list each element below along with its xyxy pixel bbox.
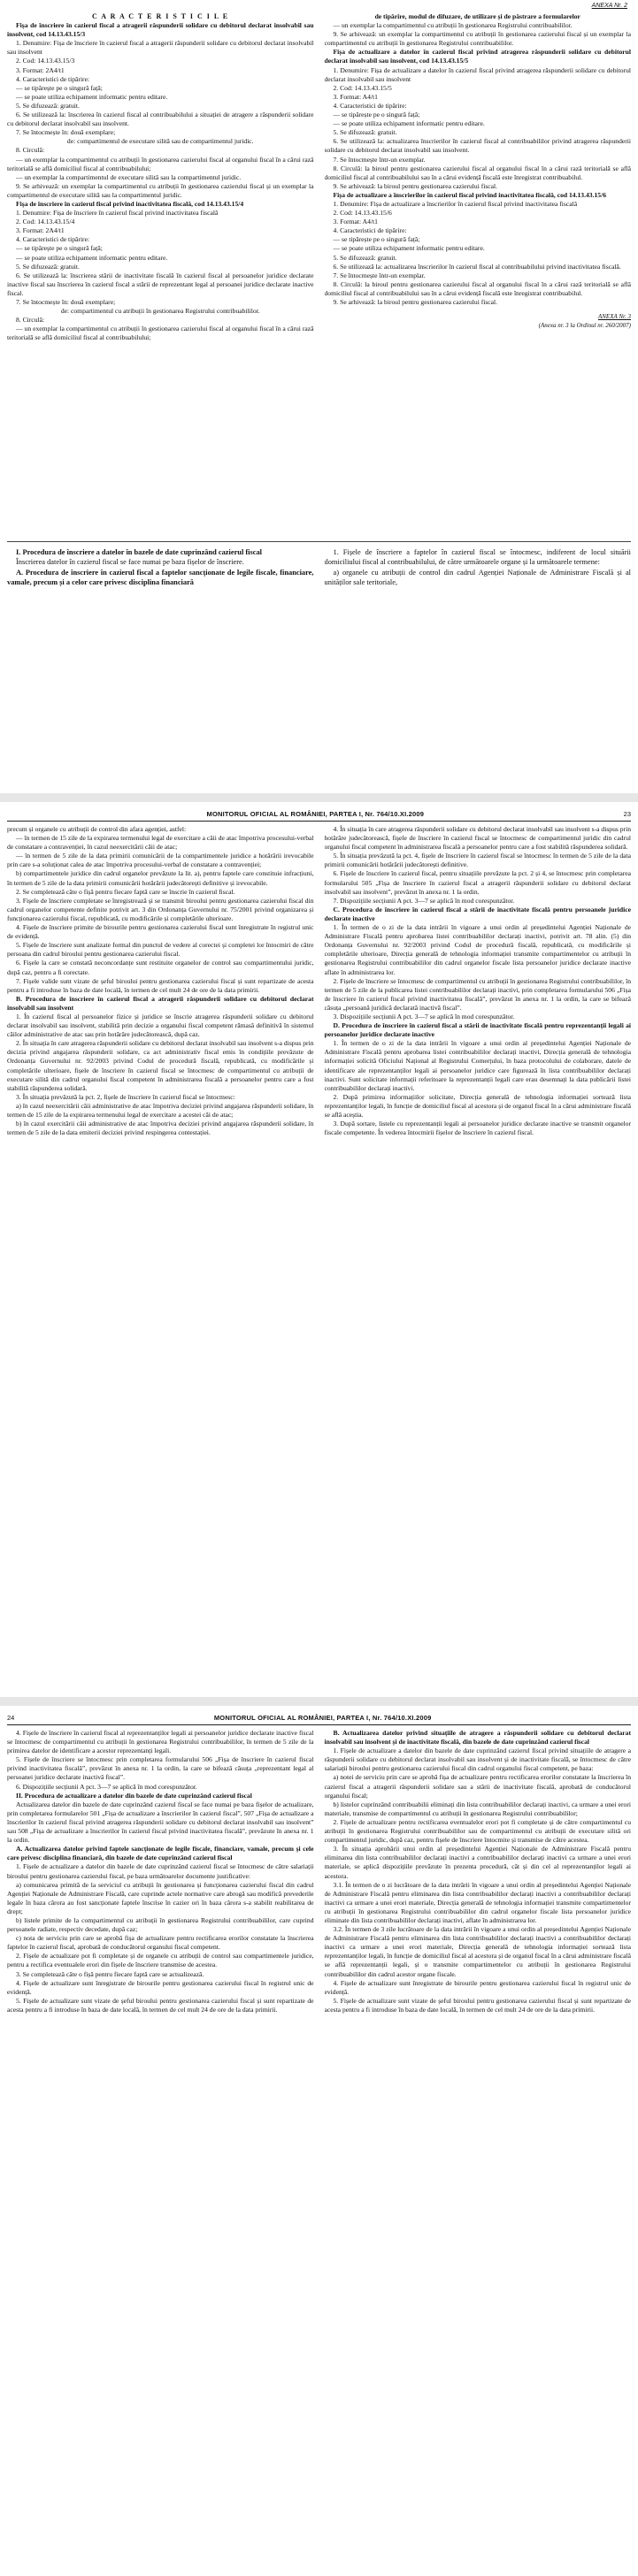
paragraph: 6. Fișele la care se constată neconcordanțe sunt restituite organelor de control sau compartimentului juridic, după caz, pentru a fi corectate. bbox=[7, 959, 314, 976]
page-23-right-column bbox=[325, 825, 632, 1692]
paragraph: 2. În situația în care atragerea răspunderii solidare cu debitorul declarat insolvabil sau insolvent s-a dispus prin decizia privind angajarea răspunderii solidare, ca act administrativ fiscal emis în condițiile prevăzute de Ordonanța Guvernului nr. 92/2003 privind Codul de procedură fiscală, republicată, cu modificările și completările ulterioare, fișele de înscriere în cazierul fiscal se întocmesc de compartimentul cu atribuții de executare silită din cadrul organului fiscal competent în administrarea fiscală a persoanelor pentru care a fost stabilită răspunderea solidară. bbox=[7, 1039, 314, 1092]
paragraph: 1. Denumire: Fișa de înscriere în cazierul fiscal a atragerii răspunderii solidare cu debitorul declarat insolvabil sau insolvent bbox=[7, 39, 314, 57]
annex-2-tag: ANEXA Nr. 2 bbox=[591, 3, 627, 9]
paragraph: 3. Format: A4/t1 bbox=[333, 218, 378, 226]
paragraph: Înscrierea datelor în cazierul fiscal se face numai pe baza fișelor de înscriere. bbox=[16, 558, 244, 567]
annex-3-right-column bbox=[325, 547, 632, 587]
annex-2-right-body bbox=[325, 21, 632, 307]
paragraph: — în termen de 15 zile de la expirarea termenului legal de exercitare a căii de atac împotriva procesului-verbal de constatare a contravenției, în cazul neexercitării căii de atac; bbox=[7, 834, 314, 852]
paragraph: 1. Denumire: Fișa de actualizare a datelor în cazierul fiscal privind atragerea răspunderii solidare cu debitorul declarat insolvabil sau insolvent bbox=[324, 65, 631, 83]
paragraph: 2. Cod: 14.13.43.15/3 bbox=[16, 57, 75, 65]
paragraph: 7. Se întocmește într-un exemplar. bbox=[333, 155, 426, 164]
page-header bbox=[7, 1711, 631, 1724]
section-heading: Fișa de actualizare a datelor în cazierul fiscal privind atragerea răspunderii solidare cu debitorul declarat insolvabil sau insolvent, cod 14.13.43.15/5 bbox=[324, 48, 631, 65]
paragraph: 6. Se utilizează la: înscrierea în cazierul fiscal al contribuabilului a situației de atragere a răspunderii solidare cu debitorul declarat insolvabil sau insolvent. bbox=[7, 111, 314, 128]
paragraph: — în termen de 5 zile de la data primirii comunicării de la compartimentele juridice a hotărârii irevocabile prin care s-a soluționat calea de atac împotriva procesului-verbal de constatare a contravenției; bbox=[7, 852, 314, 869]
paragraph: 9. Se arhivează: un exemplar la compartimentul cu atribuții în gestionarea cazierului fiscal și un exemplar la compartimentul de executare silită sau la compartimentul juridic. bbox=[7, 181, 314, 199]
paragraph: 5. Fișele de înscriere se întocmesc prin completarea formularului 506 „Fișa de înscriere în cazierul fiscal privind inactivitatea fiscală”, prevăzut în anexa nr. 1 la ordin, la care se bifează căsuța „reprezentant legal al persoanei juridice declarate inactivă fiscal”. bbox=[7, 1755, 314, 1782]
page-23-columns bbox=[7, 825, 631, 1692]
header-rule bbox=[7, 1724, 631, 1725]
paragraph: 2. Cod: 14.13.43.15/6 bbox=[333, 209, 392, 218]
paragraph: 5. Se difuzează: gratuit. bbox=[333, 253, 397, 262]
paragraph: — se poate utiliza echipament informatic pentru editare. bbox=[16, 253, 168, 262]
paragraph: 3. Fișele de înscriere completate se înregistrează și se transmit biroului pentru gestionarea cazierului fiscal din cadrul organelor competente definite potrivit art. 3 din Ordonanța Guvernului nr. 75/2001 privind organizarea și funcționarea cazierului fiscal, republicată, cu modificările și completările ulterioare. bbox=[7, 896, 314, 922]
paragraph: 2. Cod: 14.13.43.15/5 bbox=[333, 83, 392, 92]
paragraph: — se poate utiliza echipament informatic pentru editare. bbox=[16, 92, 168, 101]
paragraph: 2. Fișele de actualizare pot fi completate și de organele cu atribuții de control sau compartimentele juridice, pentru a rectifica eventualele erori din fișele de înscriere transmise de acestea. bbox=[7, 1952, 314, 1969]
paragraph: 7. Se întocmește într-un exemplar. bbox=[333, 271, 426, 279]
page-23 bbox=[0, 802, 638, 1697]
annex-3-section bbox=[7, 541, 631, 587]
paragraph: — un exemplar la compartimentul cu atribuții în gestionarea cazierului fiscal al organului fiscal în a cărui rază teritorială se află domiciliul fiscal al contribuabilului; bbox=[7, 155, 314, 172]
section-heading: Fișa de înscriere în cazierul fiscal privind inactivitatea fiscală, cod 14.13.43.15/4 bbox=[16, 199, 244, 208]
section-heading: A. Procedura de înscriere în cazierul fiscal a faptelor sancționate de legile fiscale, financiare, vamale, precum și a celor care privesc disciplina financiară bbox=[7, 568, 314, 586]
paragraph: 3. În situația aprobării unui ordin al președintelui Agenției Naționale de Administrare Fiscală pentru eliminarea din lista contribuabililor declarați inactivi a contribuabililor declarați inactivi ca urmare a unei erori materiale, se aplică dispozițiile prevăzute în prezenta procedură, cât și din cel al reprezentanților legali ai acestora. bbox=[324, 1845, 631, 1880]
paragraph: 3. Dispozițiile secțiunii A pct. 3—7 se aplică în mod corespunzător. bbox=[333, 1012, 515, 1020]
paragraph: 8. Circulă: la biroul pentru gestionarea cazierului fiscal al organului fiscal în a cărui rază teritorială se află domiciliul fiscal al contribuabilului sau în a cărui evidență fiscală este înregistrat contribuabilul. bbox=[324, 164, 631, 181]
page-23-left-column bbox=[7, 825, 314, 1692]
paragraph: 7. Se întocmește în: două exemplare; bbox=[16, 128, 116, 137]
annex-2-right-column bbox=[325, 12, 632, 534]
paragraph: 1. Denumire: Fișa de actualizare a înscrierilor în cazierul fiscal privind inactivitatea fiscală bbox=[333, 199, 578, 208]
paragraph: 3. Format: A4/t1 bbox=[333, 92, 378, 101]
paragraph: — un exemplar la compartimentul cu atribuții în gestionarea Registrului contribuabililor. bbox=[333, 21, 573, 30]
paragraph: 4. Caracteristici de tipărire: bbox=[333, 226, 407, 235]
paragraph: 2. Cod: 14.13.43.15/4 bbox=[16, 218, 75, 226]
paragraph: 1. În termen de o zi de la data intrării în vigoare a unui ordin al președintelui Agenției Naționale de Administrare Fiscală pentru aprobarea listei contribuabililor declarați inactivi, potrivit art. 78 alin. (5) din Ordonanța Guvernului nr. 92/2003 privind Codul de procedură fiscală, republicată, cu modificările și completările ulterioare, Direcția generală de tehnologia informației transmite compartimentelor cu atribuții în gestionarea Registrului contribuabililor din cadrul organelor fiscale lista persoanelor juridice declarate inactive aflate în administrarea lor. bbox=[324, 923, 631, 976]
paragraph: a) comunicarea primită de la serviciul cu atribuții în gestionarea și funcționarea cazierului fiscal din cadrul Agenției Naționale de Administrare Fiscală, care cuprinde actele normative care abrogă sau modifică prevederile legale în baza cărora au fost sancționate faptele înscrise în cazier ori în baza cărora s-a stabilit reabilitarea de drept; bbox=[7, 1880, 314, 1915]
paragraph: 1. În cazierul fiscal al persoanelor fizice și juridice se înscrie atragerea răspunderii solidare cu debitorul declarat insolvabil sau insolvent, stabilită prin decizie a organului fiscal competent rămasă definitivă în sistemul căilor administrative de atac sau prin hotărâre judecătorească, după caz. bbox=[7, 1012, 314, 1039]
paragraph: — se tipărește pe o singură față; bbox=[16, 83, 103, 92]
section-heading: I. Procedura de înscriere a datelor în bazele de date cuprinzând cazierul fiscal bbox=[16, 548, 262, 556]
paragraph: 7. Fișele valide sunt vizate de șeful biroului pentru gestionarea cazierului fiscal și sunt repartizate de acesta pentru a fi introduse în baza de date locală, în termen de cel mult 24 de ore de la data primirii. bbox=[7, 976, 314, 994]
paragraph: b) listelor cuprinzând contribuabilii eliminați din lista contribuabililor declarați inactivi, ca urmare a unei erori materiale, transmise de compartimentul cu atribuții în gestionarea Registrului contribuabililor; bbox=[324, 1800, 631, 1817]
paragraph: 3. După sortare, listele cu reprezentanții legali ai persoanelor juridice declarate inactive se transmit organelor fiscale competente. În vederea întocmirii fișelor de înscriere în cazierul fiscal. bbox=[324, 1120, 631, 1137]
paragraph: — se tipărește pe o singură față; bbox=[16, 244, 103, 253]
paragraph: a) organele cu atribuții de control din cadrul Agenției Naționale de Administrare Fiscală și al unităților sale teritoriale, bbox=[324, 568, 631, 586]
paragraph: 5. Se difuzează: gratuit. bbox=[16, 101, 80, 110]
paragraph: a) în cazul neexercitării căii administrative de atac împotriva deciziei privind angajarea răspunderii solidare, în termen de 15 zile de la expirarea termenului legal de exercitare a acestei căi de atac; bbox=[7, 1101, 314, 1119]
paragraph: 3. Format: 2A4/t1 bbox=[16, 65, 65, 74]
paragraph: 3. În situația prevăzută la pct. 2, fișele de înscriere în cazierul fiscal se întocmesc: bbox=[16, 1092, 235, 1101]
paragraph: 4. Caracteristici de tipărire: bbox=[16, 235, 90, 244]
paragraph: — un exemplar la compartimentul de executare silită sau la compartimentul juridic. bbox=[16, 172, 242, 181]
paragraph: 5. Se difuzează: gratuit. bbox=[16, 262, 80, 271]
paragraph: 1. În termen de o zi de la data intrării în vigoare a unui ordin al președintelui Agenției Naționale de Administrare Fiscală pentru aprobarea listei contribuabililor declarați inactivi, Direcția generală de tehnologia informației solicită Oficiului Național al Registrului Comerțului, în baza protocolului de colaborare, datele de identificare ale reprezentanților legali ai persoanelor juridice care figurează în lista contribuabililor declarați inactivi. Sunt solicitate informații referitoare la reprezentanții legali care erau desemnați la data publicării listei contribuabililor declarați inactivi. bbox=[324, 1039, 631, 1092]
section-heading: A. Actualizarea datelor privind faptele sancționate de legile fiscale, financiare, vamale, precum și cele care privesc disciplina financiară, din bazele de date cuprinzând cazierul fiscal bbox=[7, 1845, 314, 1862]
paragraph: 9. Se arhivează: un exemplar la compartimentul cu atribuții în gestionarea cazierului fiscal și un exemplar la compartimentul cu atribuții în gestionarea Registrului contribuabililor. bbox=[324, 30, 631, 48]
paragraph: 5. Fișele de actualizare sunt vizate de șeful biroului pentru gestionarea cazierului fiscal și sunt repartizate de acesta pentru a fi introduse în baza de date locală, în termen de cel mult 24 de ore de la data primirii. bbox=[7, 1996, 314, 2014]
paragraph: 5. Fișele de actualizare sunt vizate de șeful biroului pentru gestionarea cazierului fiscal și sunt repartizate de acesta pentru a fi introduse în baza de date locală, în termen de cel mult 24 de ore de la data primirii. bbox=[324, 1996, 631, 2014]
section-heading: II. Procedura de actualizare a datelor din bazele de date cuprinzând cazierul fiscal bbox=[16, 1791, 252, 1800]
annex-3-left-column bbox=[7, 547, 314, 587]
paragraph: 3.2. În termen de 3 zile lucrătoare de la data intrării în vigoare a unui ordin al președintelui Agenției Naționale de Administrare Fiscală pentru eliminarea din lista contribuabililor declarați inactivi a contribuabililor declarați inactivi ca urmare a unei erori materiale, Direcția generală de tehnologia informației sortează lista reprezentanților legali, în funcție de domiciliul fiscal al acestora și de organul fiscal în a cărui administrare fiscală se află reprezentanții legali, și o transmite compartimentelor cu atribuții în gestionarea Registrului contribuabililor din cadrul acestor organe fiscale. bbox=[324, 1925, 631, 1978]
paragraph: — se tipărește pe o singură față; bbox=[333, 235, 420, 244]
paragraph: 3. Se completează câte o fișă pentru fiecare faptă care se actualizează. bbox=[16, 1969, 204, 1978]
paragraph: — se poate utiliza echipament informatic pentru editare. bbox=[333, 119, 485, 128]
paragraph: 5. În situația prevăzută la pct. 4, fișele de înscriere în cazierul fiscal se întocmesc în termen de 5 zile de la data primirii comunicării hotărârii judecătorești definitive. bbox=[324, 852, 631, 869]
page-number-right: 23 bbox=[623, 809, 631, 818]
annex-2-page bbox=[0, 0, 638, 793]
paragraph: 4. Fișele de actualizare sunt înregistrate de birourile pentru gestionarea cazierului fiscal în registrul unic de evidență. bbox=[324, 1978, 631, 1996]
paragraph: 6. Fișele de înscriere în cazierul fiscal, pentru situațiile prevăzute la pct. 2 și 4, se întocmesc prin completarea formularului 505 „Fișa de înscriere în cazierul fiscal a atragerii răspunderii solidare cu debitorul declarat insolvabil sau insolvent”, prevăzut în anexa nr. 1 la ordin. bbox=[324, 869, 631, 896]
section-heading: C. Procedura de înscriere în cazierul fiscal a stării de inactivitate fiscală pentru persoanele juridice declarate inactive bbox=[324, 905, 631, 922]
section-heading: D. Procedura de înscriere în cazierul fiscal a stării de inactivitate fiscală pentru reprezentanții legali ai persoanelor juridice declarate inactive bbox=[324, 1021, 631, 1039]
paragraph: 1. Fișele de actualizare a datelor din bazele de date cuprinzând cazierul fiscal privind situațiile de atragere a răspunderii solidare cu debitorul declarat insolvabil sau insolvent și de inactivitate fiscală, se întocmesc de către salariații biroului pentru gestionarea cazierului fiscal din cadrul organului fiscal competent, pe baza: bbox=[324, 1747, 631, 1773]
paragraph: 4. Fișele de înscriere în cazierul fiscal al reprezentanților legali ai persoanelor juridice declarate inactive fiscal se întocmesc de compartimentul cu atribuții în gestionarea Registrului contribuabililor, în termen de 5 zile de la primirea datelor de identificare a acestor reprezentanți legali. bbox=[7, 1729, 314, 1755]
paragraph: — se tipărește pe o singură față; bbox=[333, 111, 420, 119]
paragraph: b) listele primite de la compartimentul cu atribuții în gestionarea Registrului contribuabililor, care cuprind persoanele radiate, respectiv decedate, după caz; bbox=[7, 1915, 314, 1934]
page-header bbox=[7, 807, 631, 820]
paragraph: 4. Fișele de înscriere primite de birourile pentru gestionarea cazierului fiscal sunt înregistrate în registrul unic de evidență. bbox=[7, 923, 314, 941]
annex-3-title: ANEXA Nr. 3 bbox=[597, 313, 631, 321]
paragraph: 6. Se utilizează la: actualizarea înscrierilor în cazierul fiscal al contribuabililor privind atragerea răspunderii solidare cu debitorul declarat insolvabil sau insolvent. bbox=[324, 137, 631, 155]
gazette-title: MONITORUL OFICIAL AL ROMÂNIEI, PARTEA I, Nr. 764/10.XI.2009 bbox=[206, 809, 425, 818]
paragraph: 2. Fișele de înscriere se întocmesc de compartimentul cu atribuții în gestionarea Registrului contribuabililor, în termen de 5 zile de la publicarea listei contribuabililor declarați inactivi, prin completarea formularului 506 „Fișa de înscriere în cazierul fiscal privind inactivitatea fiscală”, prevăzut în anexa nr. 1 la ordin, la care se bifează căsuța „persoană juridică declarată inactivă fiscal”. bbox=[324, 976, 631, 1012]
paragraph: 1. Fișele de înscriere a faptelor în cazierul fiscal se întocmesc, indiferent de locul situării domiciliului fiscal al contribuabilului, de către următoarele organe și la următoarele termene: bbox=[324, 548, 631, 567]
page-24 bbox=[0, 1706, 638, 2576]
paragraph: 8. Circulă: bbox=[16, 146, 45, 155]
paragraph: 2. Fișele de actualizare pentru rectificarea eventualelor erori pot fi completate și de către compartimentul cu atribuții în gestionarea Registrului contribuabililor sau de compartimentul cu atribuții de executare silită ori compartimentul juridic, după caz, pentru fișele de înscriere întocmite și transmise de către acestea. bbox=[324, 1817, 631, 1845]
paragraph: 5. Fișele de înscriere sunt analizate formal din punctul de vedere al corectei și completei lor întocmiri de către persoana din cadrul biroului pentru gestionarea cazierului fiscal. bbox=[7, 941, 314, 959]
annex-2-heading: C A R A C T E R I S T I C I L E bbox=[91, 12, 229, 20]
annex-2-left-body bbox=[7, 21, 314, 342]
paragraph: Actualizarea datelor din bazele de date cuprinzând cazierul fiscal se face numai pe baza fișelor de actualizare, prin completarea formularelor 501 „Fișa de actualizare a înscrierilor în cazierul fiscal”, 507 „Fișa de actualizare a înscrierilor în cazierul fiscal privind atragerea răspunderii solidare cu debitorul declarat insolvabil sau insolvent” sau 508 „Fișa de actualizare a înscrierilor în cazierul fiscal privind inactivitatea fiscală”, prevăzute în anexa nr. 1 la ordin. bbox=[7, 1800, 314, 1845]
paragraph: 8. Circulă: la biroul pentru gestionarea cazierului fiscal al organului fiscal în a cărui rază teritorială se află domiciliul fiscal al contribuabilului sau în a cărui evidență fiscală este înregistrat contribuabilul. bbox=[324, 279, 631, 297]
paragraph: precum și organele cu atribuții de control din afara agenției, astfel: bbox=[7, 825, 187, 833]
section-heading: Fișa de înscriere în cazierul fiscal a atragerii răspunderii solidare cu debitorul declarat insolvabil sau insolvent, cod 14.13.43.15/3 bbox=[7, 21, 314, 39]
paragraph: 6. Se utilizează la: înscrierea stării de inactivitate fiscală în cazierul fiscal al persoanelor juridice declarate inactive fiscal sau înscrierea în cazierul fiscal a stării de reprezentant legal al persoanei juridice declarate inactive fiscal. bbox=[7, 271, 314, 297]
page-24-columns bbox=[7, 1729, 631, 2571]
annex-3-reference: (Anexa nr. 3 la Ordinul nr. 260/2007) bbox=[538, 322, 631, 330]
paragraph: 6. Se utilizează la: actualizarea înscrierilor în cazierul fiscal al contribuabilului privind inactivitatea fiscală. bbox=[333, 262, 621, 271]
paragraph: 4. Caracteristici de tipărire: bbox=[16, 74, 90, 83]
paragraph: a) notei de serviciu prin care se aprobă fișa de actualizare pentru rectificarea erorilor constatate la înscrierea în cazierul fiscal a atragerii răspunderii solidare sau a stării de inactivitate fiscală, aprobată de conducătorul organului fiscal; bbox=[324, 1773, 631, 1800]
paragraph: b) compartimentele juridice din cadrul organelor prevăzute la lit. a), pentru faptele care constituie infracțiuni, în termen de 5 zile de la data primirii comunicării hotărârii judecătorești definitive și irevocabile. bbox=[7, 869, 314, 887]
paragraph: b) în cazul exercitării căii administrative de atac împotriva deciziei privind angajarea răspunderii solidare, în termen de 5 zile de la data emiterii deciziei privind respingerea contestației. bbox=[7, 1120, 314, 1137]
paragraph: 7. Se întocmește în: două exemplare; bbox=[16, 298, 116, 306]
paragraph: 1. Fișele de actualizare a datelor din bazele de date cuprinzând cazierul fiscal se întocmesc de către salariații biroului pentru gestionarea cazierului fiscal, pe baza următoarelor documente justificative: bbox=[7, 1862, 314, 1880]
annex-2-columns bbox=[7, 12, 631, 534]
paragraph: 9. Se arhivează: la biroul pentru gestionarea cazierului fiscal. bbox=[333, 181, 498, 190]
section-heading: B. Procedura de înscriere în cazierul fiscal a atragerii răspunderii solidare cu debitorul declarat insolvabil sau insolvent bbox=[7, 994, 314, 1012]
paragraph: 2. Se completează câte o fișă pentru fiecare faptă care se înscrie în cazierul fiscal. bbox=[16, 887, 235, 896]
page-24-right-column bbox=[325, 1729, 632, 2571]
annex-2-subheading: de tipărire, modul de difuzare, de utilizare și de păstrare a formularelor bbox=[374, 12, 580, 20]
paragraph: 4. În situația în care atragerea răspunderii solidare cu debitorul declarat insolvabil sau insolvent s-a dispus prin hotărâre judecătorească, fișele de înscriere în cazierul fiscal se întocmesc de compartimentul juridic din cadrul organului fiscal competent în administrarea fiscală a persoanelor pentru care a fost stabilită răspunderea solidară. bbox=[324, 825, 631, 852]
paragraph: 6. Dispozițiile secțiunii A pct. 3—7 se aplică în mod corespunzător. bbox=[16, 1782, 197, 1791]
paragraph: de: compartimentul de executare silită sau de compartimentul juridic. bbox=[66, 137, 254, 146]
paragraph: c) nota de serviciu prin care se aprobă fișa de actualizare pentru rectificarea erorilor constatate la înscrierea faptelor în cazierul fiscal, aprobată de conducătorul organului fiscal competent. bbox=[7, 1934, 314, 1952]
paragraph: — se poate utiliza echipament informatic pentru editare. bbox=[333, 244, 485, 253]
page-24-left-column bbox=[7, 1729, 314, 2571]
page-number-left: 24 bbox=[7, 1713, 15, 1722]
section-heading: B. Actualizarea datelor privind situațiile de atragere a răspunderii solidare cu debitorul declarat insolvabil sau insolvent și de inactivitate fiscală, din bazele de date cuprinzând cazierul fiscal bbox=[324, 1729, 631, 1747]
paragraph: 1. Denumire: Fișa de înscriere în cazierul fiscal privind inactivitatea fiscală bbox=[16, 209, 219, 218]
section-heading: Fișa de actualizare a înscrierilor în cazierul fiscal privind inactivitatea fiscală, cod 14.13.43.15/6 bbox=[333, 190, 606, 199]
paragraph: 4. Caracteristici de tipărire: bbox=[333, 101, 407, 110]
header-rule bbox=[7, 821, 631, 822]
paragraph: 7. Dispozițiile secțiunii A pct. 3—7 se aplică în mod corespunzător. bbox=[333, 896, 515, 905]
gazette-title: MONITORUL OFICIAL AL ROMÂNIEI, PARTEA I, Nr. 764/10.XI.2009 bbox=[213, 1713, 432, 1722]
paragraph: de: compartimentul cu atribuții în gestionarea Registrului contribuabililor. bbox=[60, 307, 260, 316]
paragraph: 2. După primirea informațiilor solicitate, Direcția generală de tehnologia informației sortează lista reprezentanților legali, în funcție de domiciliul fiscal al acestora și de organul fiscal în a cărui administrare fiscală se află aceștia. bbox=[324, 1092, 631, 1119]
paragraph: 4. Fișele de actualizare sunt înregistrate de birourile pentru gestionarea cazierului fiscal în registrul unic de evidență. bbox=[7, 1978, 314, 1996]
annex-2-left-column bbox=[7, 12, 314, 534]
paragraph: 8. Circulă: bbox=[16, 316, 45, 325]
paragraph: — un exemplar la compartimentul cu atribuții în gestionarea cazierului fiscal al organului fiscal în a cărui rază teritorială se află domiciliul fiscal al contribuabilului; bbox=[7, 325, 314, 342]
paragraph: 3. Format: 2A4/t1 bbox=[16, 226, 65, 235]
paragraph: 3.1. În termen de o zi lucrătoare de la data intrării în vigoare a unui ordin al președintelui Agenției Naționale de Administrare Fiscală pentru eliminarea din lista contribuabililor declarați inactivi a contribuabililor declarați inactivi ca urmare a unei erori materiale, Direcția generală de tehnologia informației transmite compartimentelor cu atribuții în gestionarea Registrului contribuabililor din cadrul organelor fiscale lista persoanelor juridice eliminate din lista contribuabililor declarați inactivi, aflate în administrarea lor. bbox=[324, 1880, 631, 1924]
paragraph: 9. Se arhivează: la biroul pentru gestionarea cazierului fiscal. bbox=[333, 298, 498, 306]
paragraph: 5. Se difuzează: gratuit. bbox=[333, 128, 397, 137]
